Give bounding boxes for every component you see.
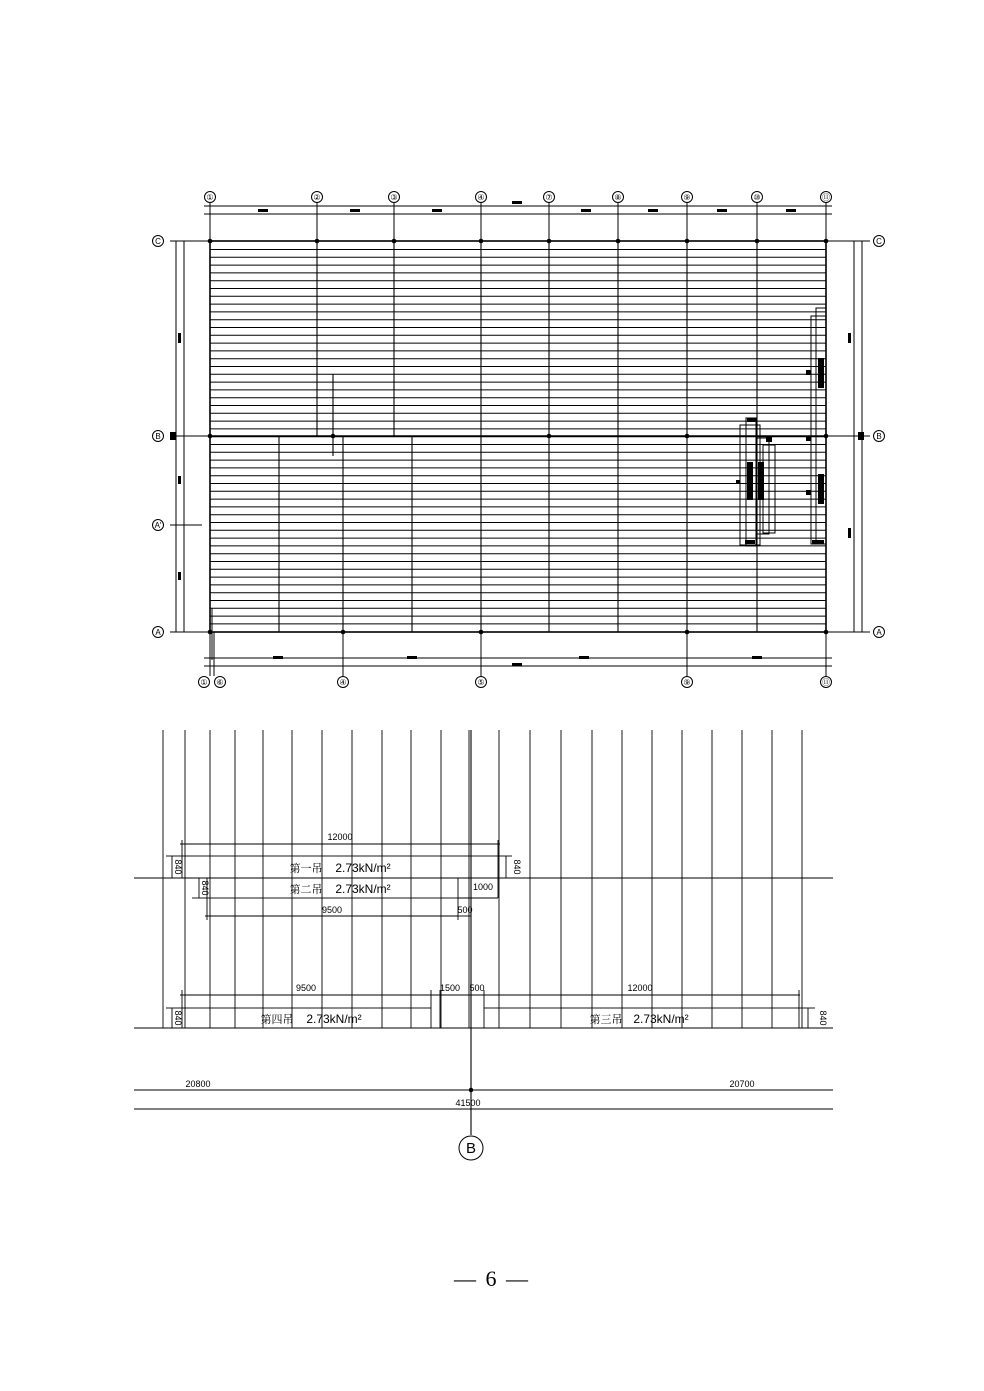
column-dot	[824, 434, 829, 439]
axis-bubble-label: A'	[154, 521, 162, 530]
axis-bubble-label: B	[155, 432, 161, 441]
column-dot	[685, 434, 690, 439]
axis-bubble-label: B	[876, 432, 882, 441]
lifting-detail	[134, 730, 833, 1160]
dim-9500-mid: 9500	[321, 905, 343, 915]
bottom-dimension	[204, 632, 832, 676]
dim-1500: 1500	[439, 983, 461, 993]
axis-bubble-label: ⑥	[216, 678, 224, 687]
axis-bubble	[821, 677, 832, 688]
column-dot	[755, 239, 760, 244]
dim-12000-low: 12000	[627, 983, 653, 993]
axis-bubble	[874, 627, 885, 638]
dim-12000-top: 12000	[327, 832, 353, 842]
page-number: — 6 —	[454, 1266, 530, 1291]
lift-4-label: 第四吊	[260, 1014, 294, 1026]
lift-3-load: 2.73kN/m²	[633, 1012, 689, 1026]
axis-bubble	[338, 677, 349, 688]
axis-bubble-label: ②	[313, 193, 321, 202]
axis-bubble-label: ④	[339, 678, 347, 687]
axis-bubble	[153, 627, 164, 638]
dim-840-left-2: 840	[200, 880, 210, 896]
axis-bubble-label: ③	[390, 193, 398, 202]
column-dot	[315, 239, 320, 244]
axis-bubble-label: ⑦	[545, 193, 553, 202]
axis-bubble	[153, 520, 164, 531]
axis-bubble-label: ①	[200, 678, 208, 687]
axis-bubble-label: ⑪	[822, 678, 830, 687]
column-dot	[208, 630, 213, 635]
dim-20800: 20800	[185, 1079, 211, 1089]
frame-lines	[210, 241, 826, 632]
dim-20700: 20700	[729, 1079, 755, 1089]
axis-bubble-label: ①	[206, 193, 214, 202]
axis-bubble-label: A	[155, 628, 161, 637]
axis-bubble-label: ⑨	[683, 678, 691, 687]
axis-bubble-label: ⑤	[477, 678, 485, 687]
dim-1000: 1000	[472, 882, 494, 892]
axis-bubble	[312, 192, 323, 203]
dim-500-low: 500	[469, 983, 485, 993]
axis-bubble-label: ⑧	[614, 193, 622, 202]
roof-framing-plan	[153, 192, 885, 688]
lift-1-label: 第一吊	[289, 863, 323, 875]
axis-bubble-label: C	[876, 237, 882, 246]
dim-840-right-top: 840	[512, 859, 522, 875]
column-dot	[547, 434, 552, 439]
column-dot	[479, 630, 484, 635]
axis-bubble	[205, 192, 216, 203]
dim-840-left-top: 840	[173, 859, 183, 875]
axis-bubble-label: C	[155, 237, 161, 246]
dim-9500-low: 9500	[295, 983, 317, 993]
column-dot	[616, 239, 621, 244]
axis-bubble	[613, 192, 624, 203]
axis-bubble	[153, 431, 164, 442]
top-dimension	[204, 200, 832, 241]
lift-3-label: 第三吊	[589, 1014, 623, 1026]
column-dot	[341, 630, 346, 635]
axis-bubble-label: ⑪	[822, 193, 830, 202]
column-dot	[824, 630, 829, 635]
dim-41500: 41500	[455, 1098, 481, 1108]
lift-4-load: 2.73kN/m²	[306, 1012, 362, 1026]
axis-bubble	[821, 192, 832, 203]
axis-bubble-label: ⑩	[753, 193, 761, 202]
axis-bubble	[389, 192, 400, 203]
column-dot	[547, 239, 552, 244]
purlin-lines	[210, 250, 826, 624]
axis-bubble	[199, 677, 210, 688]
column-dot	[824, 239, 829, 244]
dim-840-left-low: 840	[173, 1010, 183, 1026]
column-dot	[685, 630, 690, 635]
column-dot	[208, 434, 213, 439]
column-dot	[208, 239, 213, 244]
column-dot	[479, 239, 484, 244]
axis-bubble	[544, 192, 555, 203]
axis-bubble	[682, 192, 693, 203]
axis-bubble	[215, 677, 226, 688]
lift-2-load: 2.73kN/m²	[335, 882, 391, 896]
axis-bubble-b: B	[465, 1140, 477, 1157]
dim-840-right-low: 840	[818, 1010, 828, 1026]
dim-500-mid: 500	[457, 905, 473, 915]
axis-bubbles-bottom	[199, 677, 832, 688]
axis-bubble	[153, 236, 164, 247]
column-dot	[331, 434, 336, 439]
axis-bubble	[476, 192, 487, 203]
axis-bubbles-top	[205, 192, 832, 203]
detail-text	[173, 832, 828, 1108]
axis-bubble-label: ④	[477, 193, 485, 202]
axis-bubble	[752, 192, 763, 203]
axis-bubble	[682, 677, 693, 688]
axis-bubble	[874, 236, 885, 247]
axis-bubble-label: ⑨	[683, 193, 691, 202]
axis-bubble	[476, 677, 487, 688]
lift-2-label: 第二吊	[289, 884, 323, 896]
column-dot	[392, 239, 397, 244]
axis-bubble-label: A	[876, 628, 882, 637]
lift-1-load: 2.73kN/m²	[335, 861, 391, 875]
column-dot	[685, 239, 690, 244]
axis-bubble	[874, 431, 885, 442]
